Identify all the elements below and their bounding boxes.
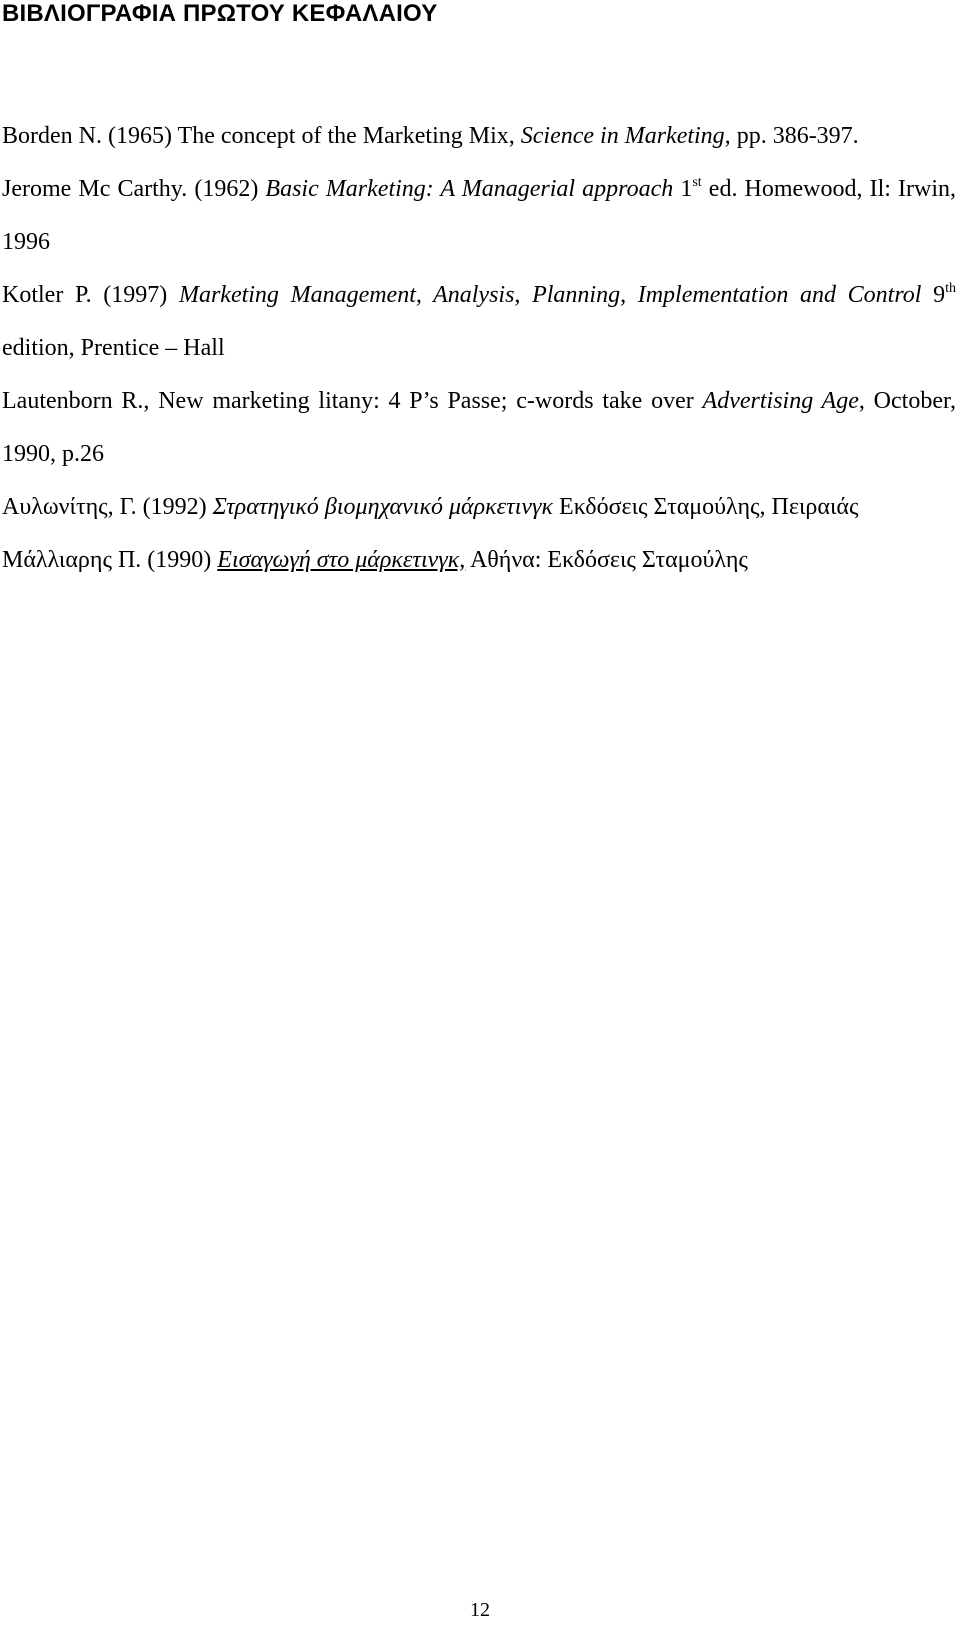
reference-text: Αυλωνίτης, Γ. (1992) <box>2 494 213 520</box>
reference-item-malliaris <box>2 534 956 587</box>
reference-source-title: Στρατηγικό βιομηχανικό μάρκετινγκ <box>212 494 554 520</box>
reference-text: Borden N. (1965) The concept of the Marketing Mix, <box>2 123 521 149</box>
reference-text: pp. 386-397. <box>730 123 859 149</box>
reference-text: Μάλλιαρης Π. (1990) <box>2 547 218 573</box>
page-number: 12 <box>470 1599 490 1621</box>
reference-source-title: Basic Marketing: A Managerial approach <box>265 176 674 202</box>
reference-text: ed. Homewood, Il: Irwin, 1996 <box>2 176 957 255</box>
reference-source-title: Science in Marketing, <box>520 123 731 149</box>
reference-item-avlonitis <box>2 481 956 534</box>
reference-source-title: Advertising Age <box>702 388 859 414</box>
reference-text: Εκδόσεις Σταμούλης, Πειραιάς <box>553 494 859 520</box>
reference-text: 9 <box>921 282 946 308</box>
reference-text: 1 <box>673 176 693 202</box>
page-title: ΒΙΒΛΙΟΓΡΑΦΙΑ ΠΡΩΤΟΥ ΚΕΦΑΛΑΙΟΥ <box>2 0 438 27</box>
reference-text: Αθήνα: Εκδόσεις Σταμούλης <box>465 547 748 573</box>
reference-item-borden <box>2 110 956 163</box>
reference-source-title-text: Εισαγωγή στο μάρκετινγκ, <box>217 547 466 573</box>
reference-source-title <box>217 547 465 573</box>
reference-list <box>2 110 956 587</box>
reference-source-title: Marketing Management, Analysis, Planning, Implementation and Control <box>178 282 922 308</box>
ordinal-suffix: st <box>692 175 702 190</box>
reference-item-lautenborn <box>2 375 956 481</box>
reference-text: edition, Prentice – Hall <box>2 335 225 361</box>
reference-text: , October, 1990, p.26 <box>2 388 957 467</box>
reference-item-mccarthy <box>2 163 956 269</box>
reference-text: Jerome Mc Carthy. (1962) <box>2 176 266 202</box>
reference-text: Kotler P. (1997) <box>2 282 179 308</box>
ordinal-suffix: th <box>945 281 957 296</box>
reference-item-kotler <box>2 269 956 375</box>
reference-text: Lautenborn R., New marketing litany: 4 P’s Passe; c-words take over <box>2 388 703 414</box>
